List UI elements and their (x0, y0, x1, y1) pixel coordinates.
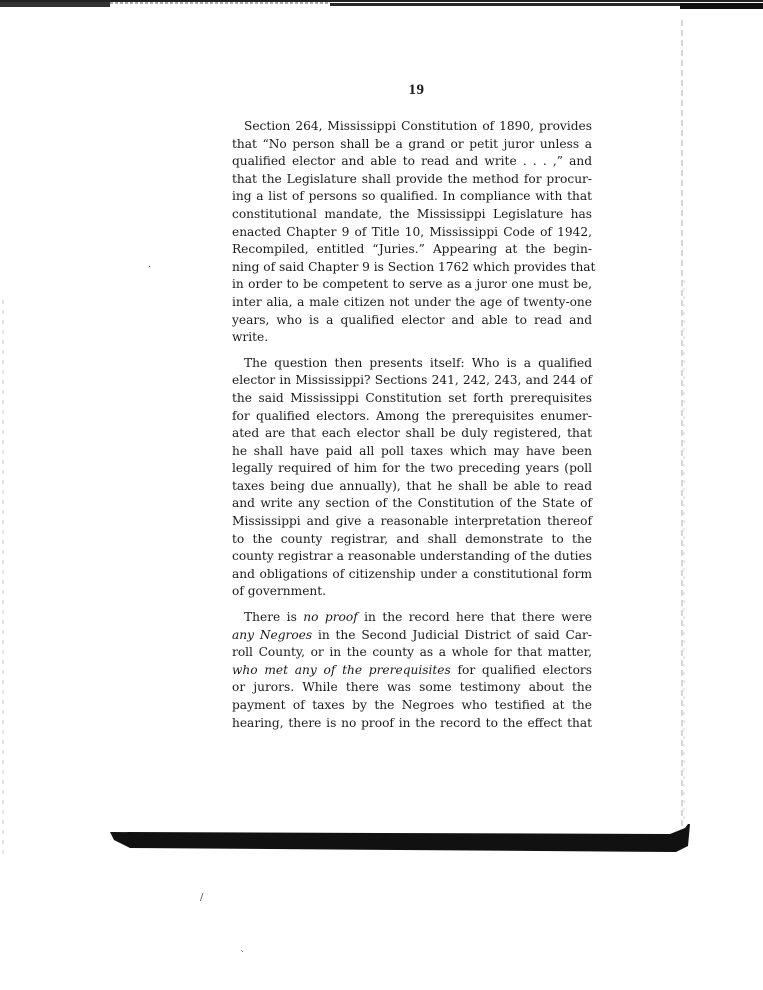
text-line: write. (232, 330, 269, 345)
text-line: and write any section of the Constitution of the State of (232, 496, 592, 511)
text-line: hearing, there is no proof in the record to the effect that (232, 715, 592, 730)
text-line: that the Legislature shall provide the method for procur- (232, 171, 592, 186)
emphasis-run: who met any of the prerequisites (232, 662, 451, 677)
scan-left-edge (0, 300, 8, 860)
text-line: inter alia, a male citizen not under the age of twenty-one (232, 294, 592, 309)
paragraph (232, 118, 596, 347)
text-line: Section 264, Mississippi Constitution of 1890, provides (244, 119, 592, 133)
text-line: ning of said Chapter 9 is Section 1762 which provides that (232, 259, 596, 274)
text-line: county registrar a reasonable understanding of the duties (232, 549, 592, 564)
text-line: Mississippi and give a reasonable interpretation thereof (232, 514, 592, 529)
text-line: for qualified electors. Among the prerequisites enumer- (232, 408, 592, 423)
text-line: constitutional mandate, the Mississippi Legislature has (232, 206, 592, 221)
stray-mark: · (148, 262, 152, 273)
text-line: ated are that each elector shall be duly registered, that (232, 426, 592, 441)
text-line: the said Mississippi Constitution set forth prerequisites (232, 390, 592, 405)
text-run: in the Second Judicial District of said Car- (312, 627, 592, 642)
text-line: The question then presents itself: Who is a qualified (244, 355, 592, 370)
emphasis-run: any Negroes (232, 627, 313, 642)
text-run: There is (244, 610, 304, 625)
paragraph (232, 609, 592, 732)
text-line: years, who is a qualified elector and able to read and (232, 312, 592, 327)
text-line: enacted Chapter 9 of Title 10, Mississippi Code of 1942, (232, 224, 592, 239)
text-line: in order to be competent to serve as a juror one must be, (232, 277, 592, 292)
text-line: of government. (232, 584, 327, 599)
page-number: 19 (408, 82, 425, 98)
text-line (232, 627, 592, 645)
body-text (232, 118, 596, 732)
text-line: ing a list of persons so qualified. In compliance with that (232, 189, 592, 204)
paragraph (232, 355, 592, 601)
text-line: payment of taxes by the Negroes who testified at the (232, 698, 592, 712)
scan-right-edge (670, 20, 690, 840)
text-line (232, 609, 592, 627)
text-line: qualified elector and able to read and write . . . ,” and (232, 154, 592, 169)
text-line: legally required of him for the two preceding years (poll (232, 461, 592, 476)
text-line: roll County, or in the county as a whole for that matter, (232, 645, 592, 660)
text-run: for qualified electors (450, 662, 592, 677)
stray-mark: ` (240, 950, 245, 961)
text-line: taxes being due annually), that he shall be able to read (232, 478, 592, 493)
text-line: to the county registrar, and shall demonstrate to the (232, 531, 592, 546)
text-line: or jurors. While there was some testimony about the (232, 680, 592, 695)
text-line (232, 662, 592, 680)
scan-bottom-bar (110, 822, 690, 856)
text-line: elector in Mississippi? Sections 241, 242, 243, and 244 of (232, 373, 592, 388)
text-line: he shall have paid all poll taxes which may have been (232, 443, 592, 458)
stray-mark: / (200, 892, 204, 903)
scan-top-edge (0, 0, 763, 14)
text-line: Recompiled, entitled “Juries.” Appearing at the begin- (232, 242, 592, 257)
paragraph-gap (232, 347, 592, 355)
text-line: that “No person shall be a grand or petit juror unless a (232, 136, 592, 151)
paragraph-gap (232, 601, 592, 609)
emphasis-run: no proof (303, 610, 358, 625)
text-run: in the record here that there were (357, 610, 592, 625)
text-line: and obligations of citizenship under a constitutional form (232, 566, 592, 581)
